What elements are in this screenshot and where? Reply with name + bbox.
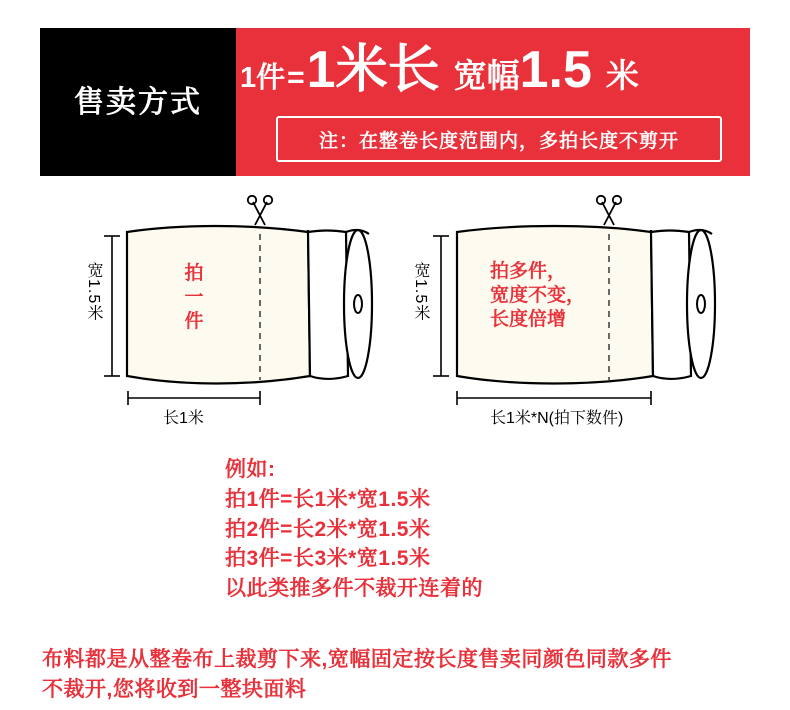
width-label-single: 宽1.5米 [85, 262, 102, 322]
footer-note [42, 645, 762, 706]
fabric-roll-body [308, 231, 348, 380]
example-title: 例如: [225, 458, 276, 481]
fabric-label-line-2: 宽度不变， [490, 284, 586, 306]
scissors-icon [597, 196, 621, 225]
headline-width-label: 宽幅 [453, 57, 520, 94]
banner-right-block [236, 28, 750, 176]
fabric-label-line-1: 拍 [184, 263, 204, 284]
example-line-3: 拍3件=长3米*宽1.5米 [225, 547, 431, 571]
headline-unit: 米 [605, 57, 639, 94]
fabric-label-line-3: 件 [184, 310, 204, 332]
footer-line-2: 不裁开,您将收到一整块面料 [42, 678, 307, 702]
roll-core [354, 295, 362, 313]
scissors-icon [248, 196, 272, 225]
diagram-multi-piece [395, 190, 735, 445]
banner-note-text: 注：在整卷长度范围内，多拍长度不剪开 [318, 130, 679, 152]
length-label-single: 长1米 [163, 410, 204, 427]
width-label-multi: 宽1.5米 [412, 262, 429, 322]
banner-left-block [40, 28, 236, 176]
fabric-label-line-1: 拍多件， [490, 261, 567, 282]
example-line-1: 拍1件=长1米*宽1.5米 [225, 487, 431, 511]
diagram-single-piece [70, 190, 390, 445]
length-label-multi: 长1米*N(拍下数件) [490, 410, 624, 427]
diagram-area [0, 190, 790, 450]
sales-method-banner [40, 28, 750, 176]
fabric-label-multi [490, 260, 610, 331]
fabric-label-line-2: 一 [184, 286, 204, 308]
banner-headline [240, 41, 744, 99]
headline-width-value: 1.5 [519, 41, 592, 99]
banner-note-box [276, 116, 722, 162]
headline-prefix: 1件 [240, 62, 286, 94]
fabric-label-single [168, 262, 220, 333]
banner-left-label: 售卖方式 [74, 85, 202, 119]
footer-line-1: 布料都是从整卷布上裁剪下来,宽幅固定按长度售卖同颜色同款多件 [42, 648, 672, 671]
roll-core [697, 295, 705, 313]
headline-length: 1米长 [306, 41, 440, 99]
example-line-4: 以此类推多件不裁开连着的 [225, 577, 483, 601]
example-line-2: 拍2件=长2米*宽1.5米 [225, 517, 431, 541]
example-block [225, 455, 483, 604]
fabric-roll-body [651, 231, 691, 380]
headline-equals: = [287, 61, 305, 94]
fabric-label-line-3: 长度倍增 [490, 308, 567, 330]
single-piece-illustration [70, 190, 390, 440]
